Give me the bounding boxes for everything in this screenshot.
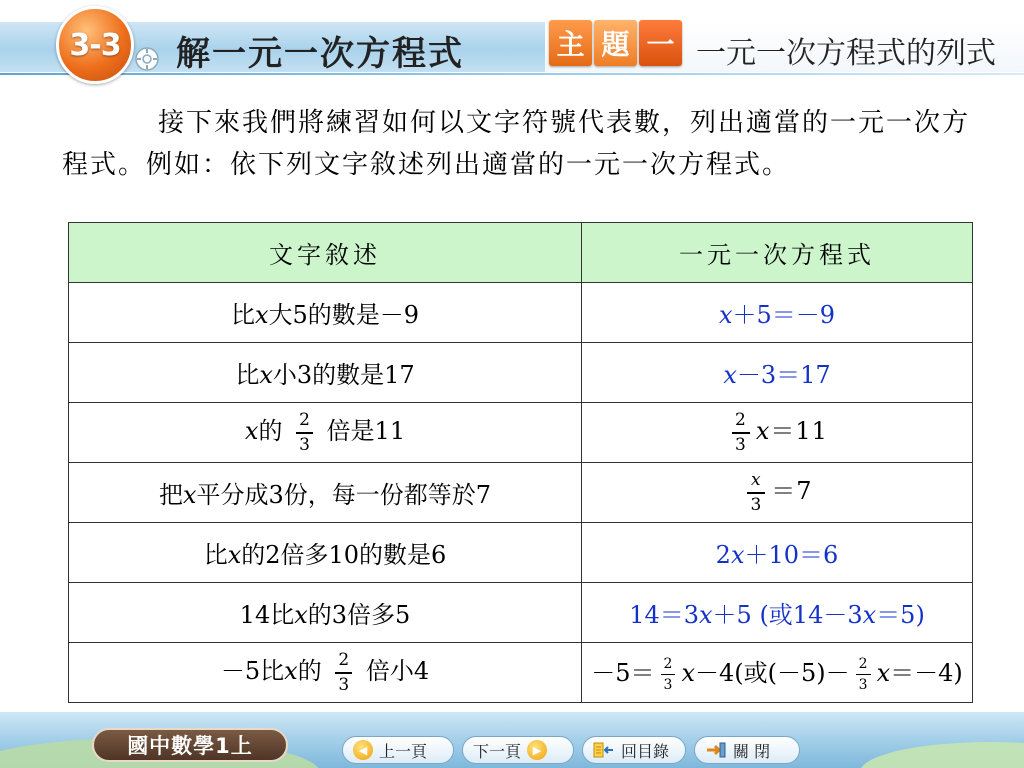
next-page-label: 下一頁 xyxy=(473,741,522,761)
fraction: $\frac{2}{3}$ xyxy=(661,657,676,693)
topic-tag: 題 xyxy=(594,20,637,66)
description-cell: 比x大5的數是－9 xyxy=(69,283,582,343)
column-header-description: 文字敘述 xyxy=(69,223,582,283)
footer-bar xyxy=(0,712,1024,768)
fraction: $\frac{x}{3}$ xyxy=(747,472,765,514)
table-row xyxy=(69,523,973,583)
description-cell: 14比x的3倍多5 xyxy=(69,583,582,643)
equation-cell: 2x＋10＝6 xyxy=(582,523,973,583)
table-row xyxy=(69,463,973,523)
prev-arrow-icon: ◀ xyxy=(353,740,373,760)
equation-cell: x－3＝17 xyxy=(582,343,973,403)
equation-cell: $\frac{x}{3}$ ＝7 xyxy=(582,463,973,523)
equation-cell: 14＝3x＋5 (或14－3x＝5) xyxy=(582,583,973,643)
fraction: $\frac{2}{3}$ xyxy=(732,412,750,454)
footer-landscape xyxy=(860,742,1024,768)
close-button[interactable] xyxy=(694,736,800,764)
close-label: 關 閉 xyxy=(733,741,771,761)
description-cell: 比x小3的數是17 xyxy=(69,343,582,403)
table-row xyxy=(69,583,973,643)
table-header-row xyxy=(69,223,973,283)
equation-cell: $\frac{2}{3}$ x＝11 xyxy=(582,403,973,463)
topic-tag: 主 xyxy=(549,20,592,66)
description-cell: 比x的2倍多10的數是6 xyxy=(69,523,582,583)
equation-cell: x＋5＝－9 xyxy=(582,283,973,343)
section-title: 解一元一次方程式 xyxy=(176,34,464,74)
equation-table xyxy=(68,222,973,703)
prev-page-label: 上一頁 xyxy=(379,741,428,761)
book-title-badge: 國中數學1上 xyxy=(92,728,288,762)
header-divider xyxy=(0,73,1024,75)
table-row xyxy=(69,343,973,403)
table-row xyxy=(69,403,973,463)
intro-paragraph: 接下來我們將練習如何以文字符號代表數，列出適當的一元一次方程式。例如：依下列文字敘述列出適當的一元一次方程式。 xyxy=(62,108,971,180)
topic-name: 一元一次方程式的列式 xyxy=(696,36,996,71)
close-icon xyxy=(705,741,727,759)
gear-icon xyxy=(134,46,160,72)
fraction: $\frac{2}{3}$ xyxy=(296,412,313,454)
table-row xyxy=(69,643,973,703)
next-arrow-icon: ▶ xyxy=(527,740,547,760)
column-header-equation: 一元一次方程式 xyxy=(582,223,973,283)
next-page-button[interactable] xyxy=(462,736,574,764)
toc-icon xyxy=(593,741,615,759)
header xyxy=(0,0,1024,92)
fraction: $\frac{2}{3}$ xyxy=(335,652,352,694)
description-cell: x的 $\frac{2}{3}$ 倍是11 xyxy=(69,403,582,463)
description-cell: 把x平分成3份，每一份都等於7 xyxy=(69,463,582,523)
table-of-contents-button[interactable] xyxy=(582,736,686,764)
toc-label: 回目錄 xyxy=(621,741,670,761)
description-cell: －5比x的 $\frac{2}{3}$ 倍小4 xyxy=(69,643,582,703)
table-row xyxy=(69,283,973,343)
prev-page-button[interactable] xyxy=(342,736,454,764)
section-number-badge: 3-3 xyxy=(56,6,134,84)
equation-cell: －5＝ $\frac{2}{3}$ x－4(或(－5)－ $\frac{2}{3}$ x＝－4) xyxy=(582,643,973,703)
topic-tag: 一 xyxy=(639,20,682,66)
topic-tags xyxy=(549,20,682,66)
fraction: $\frac{2}{3}$ xyxy=(856,657,871,693)
